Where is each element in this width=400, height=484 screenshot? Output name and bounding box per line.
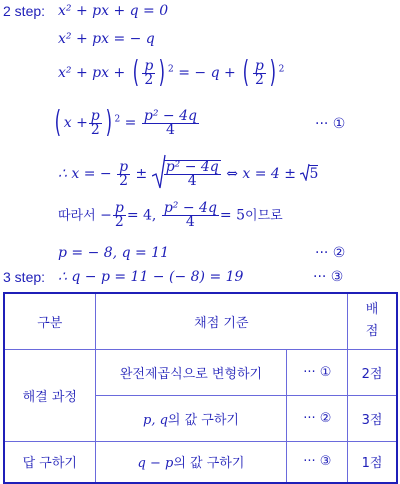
marker-cell: ··· ② [287,395,348,441]
implies-text: ⇔ x = 4 ± [226,166,297,182]
frac-den: 2 [119,172,129,189]
equation-line-6 [58,202,283,229]
equals-four: = 4, [126,207,157,224]
score-cell: 1점 [348,441,397,483]
exponent: 2 [278,64,285,75]
frac-num: p [114,200,124,216]
frac-den: 2 [114,214,124,230]
exponent: 2 [114,114,121,125]
korean-prefix: 따라서 [58,208,96,224]
frac-den: 4 [165,121,175,138]
criterion-text: 의 값 구하기 [167,412,239,428]
header-category: 구분 [4,293,95,349]
frac-num: p [119,158,129,175]
grading-table [3,292,398,484]
criterion-cell [95,395,287,441]
header-score [348,293,397,349]
minus-sign: − [100,207,112,224]
step3-equation: ∴ q − p = 11 − (− 8) = 19 [58,269,244,285]
equation-line-2: x² + px = − q [58,31,155,47]
frac-num: p² − 4q [163,200,217,216]
step2-label: 2 step: [3,3,46,19]
frac-den: 4 [187,173,197,189]
marker-1: ··· ① [315,116,346,132]
criterion-text: 의 값 구하기 [173,456,245,472]
criterion-cell [95,441,287,483]
table-header-row [4,293,397,349]
criterion-math: q − p [137,456,174,472]
frac-den: 2 [144,71,154,88]
criterion-math: p, q [143,412,168,428]
eq3-rhs-text: = − q + [178,65,236,81]
equation-line-7: p = − 8, q = 11 [58,245,169,261]
marker-cell: ··· ③ [287,441,348,483]
header-criteria: 채점 기준 [95,293,348,349]
equation-line-3: x² + px + ( $\frac{p}{2}$ ) $^2$ = − q + ( $\frac{p}{2}$ ) $^2$ [58,55,285,90]
equation-line-4: ( x + $\frac{p}{2}$ ) $^2$ = $\frac{\text{p² − 4q}}{4}$ [54,105,197,140]
row-group-solution: 해결 과정 [4,349,95,441]
frac-num: p² − 4q [143,107,197,124]
row-group-answer: 답 구하기 [4,441,95,483]
eq4-x-text: x + [63,115,88,131]
therefore-text: ∴ x = − [58,166,112,182]
marker-2: ··· ② [315,245,346,261]
marker-3: ··· ③ [313,269,344,285]
frac-den: 4 [185,214,195,230]
header-score-top: 배 [365,302,379,318]
frac-num: p² − 4q [165,159,219,175]
step3-label: 3 step: [3,269,46,285]
eq3-lhs-text: x² + px + [58,65,126,81]
frac-num: p [90,107,100,124]
frac-num: p [144,57,154,74]
marker-cell: ··· ① [287,349,348,395]
score-cell: 3점 [348,395,397,441]
frac-den: 2 [254,71,264,88]
equals-five: = 5 [219,207,246,224]
table-row [4,441,397,483]
criterion-cell: 완전제곱식으로 변형하기 [95,349,287,395]
korean-suffix: 이므로 [245,208,283,224]
frac-num: p [254,57,264,74]
exponent: 2 [168,64,174,75]
header-score-bottom: 점 [365,324,379,340]
frac-den: 2 [90,121,100,138]
score-cell: 2점 [348,349,397,395]
equation-line-1: x² + px + q = 0 [58,3,169,19]
table-row [4,349,397,395]
root-value: 5 [309,166,319,182]
equation-line-5 [58,154,318,194]
plus-minus: ± [135,166,148,182]
